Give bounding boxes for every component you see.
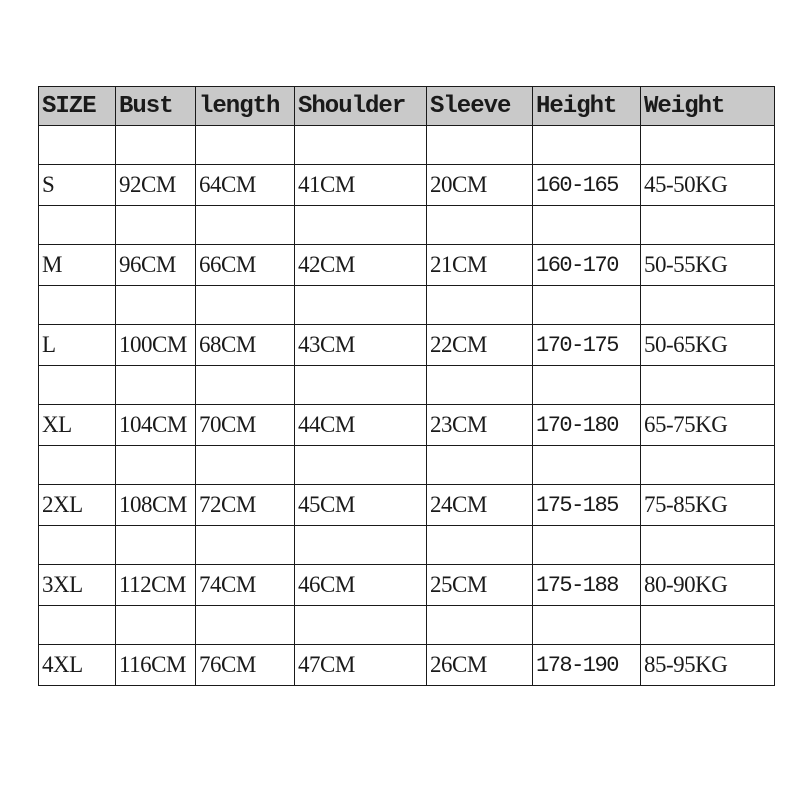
empty-cell: [196, 446, 295, 485]
empty-cell: [39, 286, 116, 325]
cell-sleeve: 26CM: [427, 645, 533, 686]
empty-cell: [427, 366, 533, 405]
empty-cell: [641, 286, 775, 325]
cell-shoulder: 43CM: [295, 325, 427, 366]
cell-size: S: [39, 165, 116, 206]
cell-bust: 96CM: [116, 245, 196, 286]
cell-weight: 85-95KG: [641, 645, 775, 686]
cell-height: 160-170: [533, 245, 641, 286]
empty-cell: [533, 206, 641, 245]
header-size: SIZE: [39, 87, 116, 126]
cell-length: 72CM: [196, 485, 295, 526]
empty-cell: [116, 526, 196, 565]
empty-cell: [295, 526, 427, 565]
cell-weight: 65-75KG: [641, 405, 775, 446]
table-row: [39, 165, 775, 206]
empty-cell: [641, 446, 775, 485]
empty-cell: [641, 126, 775, 165]
empty-cell: [427, 526, 533, 565]
header-height: Height: [533, 87, 641, 126]
cell-size: 4XL: [39, 645, 116, 686]
header-length: length: [196, 87, 295, 126]
cell-bust: 116CM: [116, 645, 196, 686]
size-chart-table: [38, 86, 775, 686]
cell-sleeve: 24CM: [427, 485, 533, 526]
empty-cell: [641, 366, 775, 405]
table-row: [39, 325, 775, 366]
cell-size: 2XL: [39, 485, 116, 526]
cell-sleeve: 21CM: [427, 245, 533, 286]
spacer-row: [39, 286, 775, 325]
spacer-row: [39, 606, 775, 645]
table-row: [39, 645, 775, 686]
empty-cell: [427, 286, 533, 325]
empty-cell: [39, 526, 116, 565]
empty-cell: [196, 206, 295, 245]
table-row: [39, 565, 775, 606]
cell-bust: 104CM: [116, 405, 196, 446]
empty-cell: [533, 606, 641, 645]
empty-cell: [641, 606, 775, 645]
empty-cell: [116, 606, 196, 645]
cell-shoulder: 41CM: [295, 165, 427, 206]
empty-cell: [295, 446, 427, 485]
empty-cell: [427, 126, 533, 165]
cell-size: L: [39, 325, 116, 366]
empty-cell: [427, 206, 533, 245]
table-row: [39, 405, 775, 446]
empty-cell: [116, 126, 196, 165]
empty-cell: [295, 286, 427, 325]
cell-length: 70CM: [196, 405, 295, 446]
empty-cell: [39, 366, 116, 405]
cell-height: 160-165: [533, 165, 641, 206]
empty-cell: [427, 446, 533, 485]
empty-cell: [196, 526, 295, 565]
empty-cell: [116, 446, 196, 485]
cell-length: 76CM: [196, 645, 295, 686]
empty-cell: [427, 606, 533, 645]
cell-weight: 45-50KG: [641, 165, 775, 206]
empty-cell: [533, 126, 641, 165]
cell-height: 170-180: [533, 405, 641, 446]
empty-cell: [295, 206, 427, 245]
header-weight: Weight: [641, 87, 775, 126]
empty-cell: [39, 446, 116, 485]
cell-weight: 75-85KG: [641, 485, 775, 526]
cell-weight: 50-65KG: [641, 325, 775, 366]
table-row: [39, 245, 775, 286]
cell-height: 170-175: [533, 325, 641, 366]
cell-sleeve: 22CM: [427, 325, 533, 366]
empty-cell: [533, 446, 641, 485]
spacer-row: [39, 526, 775, 565]
cell-length: 64CM: [196, 165, 295, 206]
header-row: [39, 87, 775, 126]
empty-cell: [196, 126, 295, 165]
size-chart-body: [39, 126, 775, 686]
header-sleeve: Sleeve: [427, 87, 533, 126]
cell-shoulder: 44CM: [295, 405, 427, 446]
empty-cell: [295, 366, 427, 405]
table-row: [39, 485, 775, 526]
spacer-row: [39, 446, 775, 485]
empty-cell: [196, 606, 295, 645]
cell-sleeve: 23CM: [427, 405, 533, 446]
cell-shoulder: 42CM: [295, 245, 427, 286]
header-shoulder: Shoulder: [295, 87, 427, 126]
cell-shoulder: 46CM: [295, 565, 427, 606]
spacer-row: [39, 206, 775, 245]
cell-weight: 80-90KG: [641, 565, 775, 606]
cell-weight: 50-55KG: [641, 245, 775, 286]
cell-size: 3XL: [39, 565, 116, 606]
empty-cell: [39, 606, 116, 645]
cell-bust: 108CM: [116, 485, 196, 526]
empty-cell: [116, 286, 196, 325]
cell-shoulder: 47CM: [295, 645, 427, 686]
cell-height: 178-190: [533, 645, 641, 686]
cell-sleeve: 25CM: [427, 565, 533, 606]
cell-size: M: [39, 245, 116, 286]
cell-bust: 100CM: [116, 325, 196, 366]
empty-cell: [39, 206, 116, 245]
empty-cell: [116, 366, 196, 405]
cell-bust: 112CM: [116, 565, 196, 606]
empty-cell: [533, 526, 641, 565]
cell-height: 175-185: [533, 485, 641, 526]
empty-cell: [196, 366, 295, 405]
cell-length: 74CM: [196, 565, 295, 606]
empty-cell: [196, 286, 295, 325]
cell-length: 66CM: [196, 245, 295, 286]
cell-sleeve: 20CM: [427, 165, 533, 206]
cell-height: 175-188: [533, 565, 641, 606]
cell-size: XL: [39, 405, 116, 446]
spacer-row: [39, 366, 775, 405]
empty-cell: [295, 126, 427, 165]
empty-cell: [116, 206, 196, 245]
cell-shoulder: 45CM: [295, 485, 427, 526]
empty-cell: [641, 526, 775, 565]
empty-cell: [39, 126, 116, 165]
header-bust: Bust: [116, 87, 196, 126]
spacer-row: [39, 126, 775, 165]
cell-length: 68CM: [196, 325, 295, 366]
empty-cell: [533, 366, 641, 405]
empty-cell: [295, 606, 427, 645]
empty-cell: [533, 286, 641, 325]
empty-cell: [641, 206, 775, 245]
cell-bust: 92CM: [116, 165, 196, 206]
